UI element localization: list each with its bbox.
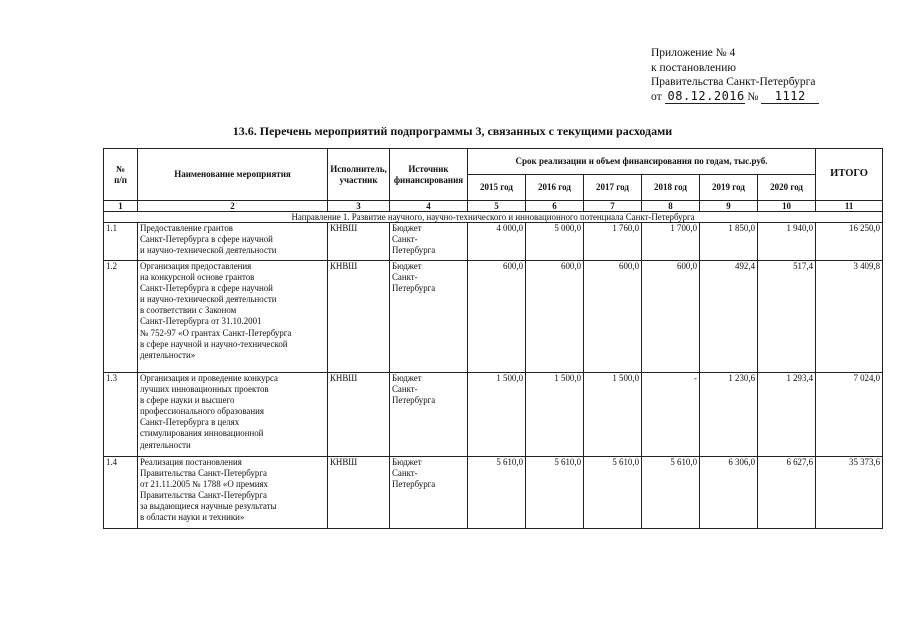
row-year-value: 1 500,0 (584, 373, 642, 457)
row-year-value: 1 293,4 (758, 373, 816, 457)
row-year-value: - (642, 373, 700, 457)
table-row (104, 261, 883, 373)
header-year: 2015 год (468, 175, 526, 201)
header-year: 2017 год (584, 175, 642, 201)
row-year-value: 600,0 (468, 261, 526, 373)
header-num: № п/п (104, 149, 138, 201)
appendix-line-3: Правительства Санкт-Петербурга (651, 76, 816, 88)
row-year-value: 6 627,6 (758, 457, 816, 529)
row-year-value: 517,4 (758, 261, 816, 373)
column-index: 11 (816, 201, 883, 212)
row-year-value: 1 850,0 (700, 223, 758, 261)
column-index: 8 (642, 201, 700, 212)
row-number: 1.4 (104, 457, 138, 529)
row-year-value: 5 000,0 (526, 223, 584, 261)
page-title: 13.6. Перечень мероприятий подпрограммы 3, связанных с текущими расходами (232, 124, 673, 138)
appendix-line-1: Приложение № 4 (651, 47, 736, 59)
header-source: Источник финансирования (390, 149, 468, 201)
table-row (104, 223, 883, 261)
header-executor: Исполнитель, участник (328, 149, 390, 201)
row-year-value: 1 760,0 (584, 223, 642, 261)
row-executor: КНВШ (328, 223, 390, 261)
column-index: 7 (584, 201, 642, 212)
appendix-date: 08.12.2016 (665, 90, 745, 104)
column-index: 10 (758, 201, 816, 212)
header-period: Срок реализации и объем финансирования по годам, тыс.руб. (468, 149, 816, 175)
row-number: 1.3 (104, 373, 138, 457)
row-year-value: 5 610,0 (642, 457, 700, 529)
row-source: Бюджет Санкт- Петербурга (390, 261, 468, 373)
measures-table (103, 148, 883, 529)
row-year-value: 600,0 (526, 261, 584, 373)
number-prefix: № (747, 90, 759, 103)
row-executor: КНВШ (328, 373, 390, 457)
appendix-line-2: к постановлению (651, 61, 736, 74)
row-year-value: 600,0 (584, 261, 642, 373)
row-year-value: 4 000,0 (468, 223, 526, 261)
row-name: Предоставление грантов Санкт-Петербурга в сфере научной и научно-технической деятельности (138, 223, 328, 261)
table-row (104, 457, 883, 529)
row-source: Бюджет Санкт- Петербурга (390, 457, 468, 529)
header-total: ИТОГО (816, 149, 883, 201)
row-total: 35 373,6 (816, 457, 883, 529)
column-index: 3 (328, 201, 390, 212)
column-index: 4 (390, 201, 468, 212)
row-number: 1.2 (104, 261, 138, 373)
row-year-value: 492,4 (700, 261, 758, 373)
row-year-value: 5 610,0 (584, 457, 642, 529)
appendix-block (651, 46, 819, 104)
column-index: 5 (468, 201, 526, 212)
row-total: 3 409,8 (816, 261, 883, 373)
row-year-value: 600,0 (642, 261, 700, 373)
row-name: Организация предоставления на конкурсной основе грантов Санкт-Петербурга в сфере научной и научно-технической деятельности в соответствии с Законом Санкт-Петербурга от 31.10.2001 № 752-97 «О грантах Санкт-Петербурга в сфере научной и научно-технической деятельности» (138, 261, 328, 373)
row-executor: КНВШ (328, 457, 390, 529)
row-year-value: 5 610,0 (468, 457, 526, 529)
row-number: 1.1 (104, 223, 138, 261)
row-total: 16 250,0 (816, 223, 883, 261)
row-name: Реализация постановления Правительства Санкт-Петербурга от 21.11.2005 № 1788 «О премиях Правительства Санкт-Петербурга за выдающиеся научные результаты в области науки и техники» (138, 457, 328, 529)
row-year-value: 5 610,0 (526, 457, 584, 529)
column-index: 2 (138, 201, 328, 212)
row-executor: КНВШ (328, 261, 390, 373)
appendix-number: 1112 (761, 90, 819, 104)
row-year-value: 1 700,0 (642, 223, 700, 261)
header-year: 2018 год (642, 175, 700, 201)
row-year-value: 1 500,0 (468, 373, 526, 457)
header-year: 2016 год (526, 175, 584, 201)
row-year-value: 1 940,0 (758, 223, 816, 261)
row-year-value: 1 500,0 (526, 373, 584, 457)
date-prefix: от (651, 90, 662, 103)
row-name: Организация и проведение конкурса лучших инновационных проектов в сфере науки и высшего профессионального образования Санкт-Петербурга в целях стимулирования инновационной деятельности (138, 373, 328, 457)
column-index: 1 (104, 201, 138, 212)
table-row (104, 373, 883, 457)
column-index: 9 (700, 201, 758, 212)
row-year-value: 6 306,0 (700, 457, 758, 529)
row-source: Бюджет Санкт- Петербурга (390, 373, 468, 457)
header-year: 2020 год (758, 175, 816, 201)
header-year: 2019 год (700, 175, 758, 201)
header-name: Наименование мероприятия (138, 149, 328, 201)
row-total: 7 024,0 (816, 373, 883, 457)
appendix-date-line (651, 90, 819, 105)
column-index: 6 (526, 201, 584, 212)
row-year-value: 1 230,6 (700, 373, 758, 457)
row-source: Бюджет Санкт- Петербурга (390, 223, 468, 261)
direction-row: Направление 1. Развитие научного, научно-технического и инновационного потенциала Санкт-Петербурга (104, 212, 883, 223)
